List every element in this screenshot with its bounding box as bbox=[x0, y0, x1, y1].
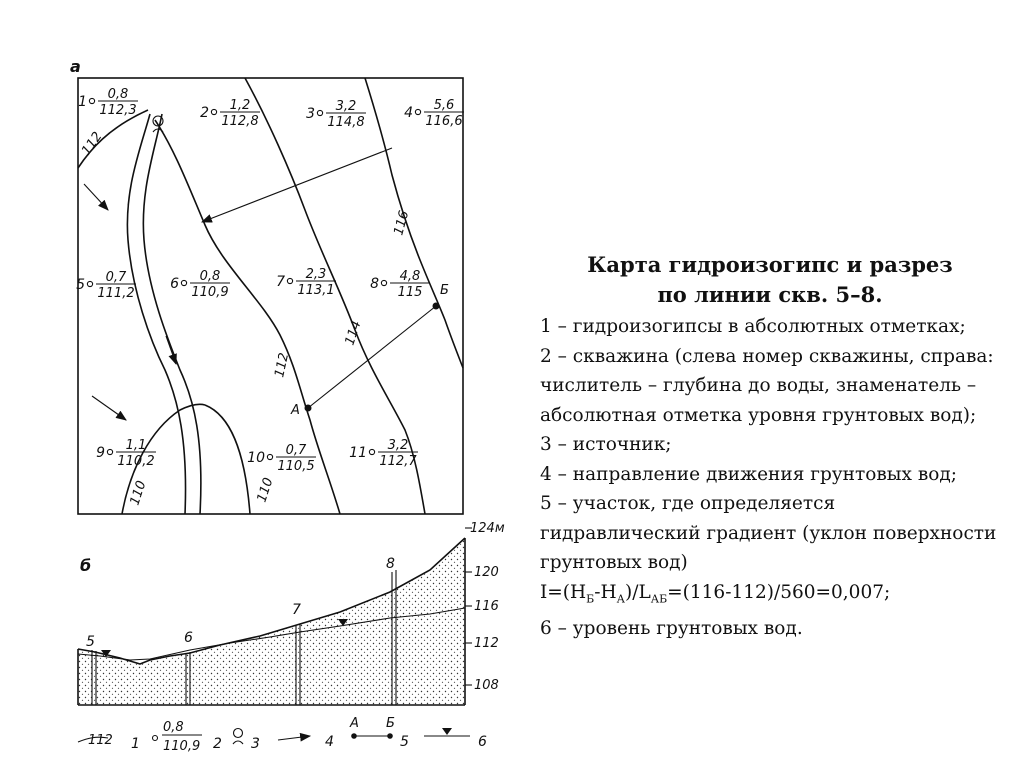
section-well-label-5: 5 bbox=[86, 634, 95, 650]
well-depth: 5,6 bbox=[433, 98, 455, 113]
legend-item-6: 6 – уровень грунтовых вод. bbox=[540, 617, 803, 639]
legend-spring-icon bbox=[233, 729, 243, 745]
well-symbol bbox=[287, 278, 292, 283]
legend-text-block bbox=[540, 250, 1000, 643]
well-symbol bbox=[381, 280, 386, 285]
legend-point-a-label: А bbox=[350, 716, 359, 731]
isoline-label-112-main: 112 bbox=[272, 351, 293, 379]
well-number: 5 bbox=[76, 277, 85, 293]
flow-arrow-map-left-bottom bbox=[92, 396, 126, 420]
well-6 bbox=[170, 269, 230, 300]
section-ground-body bbox=[78, 538, 465, 705]
formula-sub-b: Б bbox=[586, 592, 595, 606]
isoline-label-110-right: 110 bbox=[254, 475, 277, 505]
section-scale-ticks bbox=[465, 528, 472, 685]
legend-num-5: 5 bbox=[400, 734, 409, 750]
formula-mid2: )/L bbox=[625, 581, 651, 603]
well-level: 115 bbox=[397, 285, 423, 300]
well-symbol bbox=[87, 281, 92, 286]
legend-num-2: 2 bbox=[213, 736, 222, 752]
well-level: 110,2 bbox=[117, 454, 155, 469]
well-level: 112,3 bbox=[99, 103, 137, 118]
isoline-110-loop-right bbox=[205, 405, 250, 514]
well-number: 8 bbox=[370, 276, 379, 292]
legend-num-1: 1 bbox=[131, 736, 140, 752]
well-level: 114,8 bbox=[327, 115, 365, 130]
legend-isoline-value: 112 bbox=[88, 733, 113, 748]
well-depth: 0,8 bbox=[199, 269, 221, 284]
well-symbol bbox=[107, 449, 112, 454]
scale-label-124: 124м bbox=[470, 521, 505, 536]
well-number: 10 bbox=[247, 450, 265, 466]
point-a-label: А bbox=[291, 403, 300, 418]
legend-num-3: 3 bbox=[251, 736, 260, 752]
flow-arrow-map-top bbox=[202, 148, 392, 222]
well-7 bbox=[276, 267, 336, 298]
well-symbol bbox=[89, 98, 94, 103]
well-level: 110,5 bbox=[277, 459, 315, 474]
well-number: 2 bbox=[200, 105, 209, 121]
well-depth: 2,3 bbox=[305, 267, 327, 282]
point-b-label: Б bbox=[440, 283, 449, 298]
well-depth: 3,2 bbox=[387, 438, 409, 453]
legend-item-2: 2 – скважина (слева номер скважины, справа: числитель – глубина до воды, знаменатель – абсолютная отметка уровня грунтовых вод); bbox=[540, 345, 994, 426]
well-number: 7 bbox=[276, 274, 285, 290]
legend-point-b-label: Б bbox=[386, 716, 395, 731]
scale-label-112: 112 bbox=[474, 636, 499, 651]
well-depth: 0,8 bbox=[107, 87, 129, 102]
formula-suffix: =(116-112)/560=0,007; bbox=[667, 581, 891, 603]
legend-item-3: 3 – источник; bbox=[540, 434, 672, 455]
point-a-dot bbox=[305, 405, 312, 412]
formula-sub-ab: АБ bbox=[650, 592, 668, 606]
well-number: 3 bbox=[306, 106, 315, 122]
well-symbol bbox=[369, 449, 374, 454]
figure-title-line2: по линии скв. 5–8. bbox=[657, 282, 883, 307]
well-depth: 3,2 bbox=[335, 99, 357, 114]
isoline-label-114: 114 bbox=[342, 318, 365, 348]
well-4 bbox=[404, 98, 464, 129]
well-depth: 1,2 bbox=[229, 98, 251, 113]
well-symbol bbox=[267, 454, 272, 459]
figure-title bbox=[540, 250, 1000, 310]
legend-well-level: 110,9 bbox=[163, 739, 201, 754]
gradient-segment-ab bbox=[308, 306, 436, 408]
legend-point-a-dot bbox=[351, 733, 357, 739]
legend-item-1: 1 – гидроизогипсы в абсолютных отметках; bbox=[540, 316, 966, 337]
well-1 bbox=[78, 87, 138, 118]
well-8 bbox=[370, 269, 430, 300]
well-depth: 0,7 bbox=[285, 443, 307, 458]
well-level: 116,6 bbox=[425, 114, 463, 129]
well-number: 6 bbox=[170, 276, 179, 292]
well-11 bbox=[349, 438, 418, 469]
scale-label-116: 116 bbox=[474, 599, 499, 614]
point-b-dot bbox=[433, 303, 440, 310]
legend-item-5-text: 5 – участок, где определяется гидравлический градиент (уклон поверхности грунтовых вод) bbox=[540, 493, 997, 573]
section-well-label-6: 6 bbox=[184, 630, 193, 646]
well-level: 112,7 bbox=[379, 454, 417, 469]
well-symbol bbox=[415, 109, 420, 114]
formula-prefix: I=(H bbox=[540, 581, 587, 603]
well-symbol bbox=[317, 110, 322, 115]
well-symbol bbox=[181, 280, 186, 285]
well-number: 11 bbox=[349, 445, 367, 461]
well-9 bbox=[96, 438, 156, 469]
well-3 bbox=[306, 99, 366, 130]
well-2 bbox=[200, 98, 260, 129]
legend-item-4: 4 – направление движения грунтовых вод; bbox=[540, 463, 958, 485]
flow-arrow-map-left-top bbox=[84, 184, 108, 210]
legend-water-level-marker bbox=[442, 728, 452, 735]
well-number: 1 bbox=[78, 94, 87, 110]
well-symbol bbox=[211, 109, 216, 114]
scale-label-120: 120 bbox=[474, 565, 499, 580]
scale-label-108: 108 bbox=[474, 678, 499, 693]
well-depth: 4,8 bbox=[399, 269, 421, 284]
legend-num-6: 6 bbox=[478, 734, 487, 750]
isoline-label-112-left: 112 bbox=[78, 129, 106, 159]
well-number: 4 bbox=[404, 105, 413, 121]
section-well-label-7: 7 bbox=[292, 602, 301, 618]
well-depth: 0,7 bbox=[105, 270, 127, 285]
well-10 bbox=[247, 443, 316, 474]
legend-point-b-dot bbox=[387, 733, 393, 739]
legend-well-symbol bbox=[153, 736, 158, 741]
well-level: 110,9 bbox=[191, 285, 229, 300]
figure-title-line1: Карта гидроизогипс и разрез bbox=[587, 252, 953, 277]
formula-mid1: -H bbox=[594, 581, 617, 603]
legend-flow-arrow bbox=[278, 736, 310, 740]
well-level: 112,8 bbox=[221, 114, 259, 129]
flow-arrow-map-river bbox=[166, 336, 176, 364]
well-number: 9 bbox=[96, 445, 105, 461]
well-depth: 1,1 bbox=[125, 438, 147, 453]
section-panel-letter: б bbox=[80, 556, 92, 575]
legend-num-4: 4 bbox=[325, 734, 334, 750]
legend-well-depth: 0,8 bbox=[163, 720, 184, 735]
map-panel-letter: а bbox=[70, 57, 81, 76]
well-5 bbox=[76, 270, 136, 301]
gradient-formula bbox=[540, 581, 891, 606]
isoline-label-116: 116 bbox=[391, 209, 413, 238]
well-level: 113,1 bbox=[297, 283, 335, 298]
section-well-label-8: 8 bbox=[386, 556, 395, 572]
well-level: 111,2 bbox=[97, 286, 135, 301]
formula-sub-a: А bbox=[616, 592, 625, 606]
isoline-label-110-left: 110 bbox=[127, 478, 150, 508]
legend-item-5 bbox=[540, 489, 1000, 614]
